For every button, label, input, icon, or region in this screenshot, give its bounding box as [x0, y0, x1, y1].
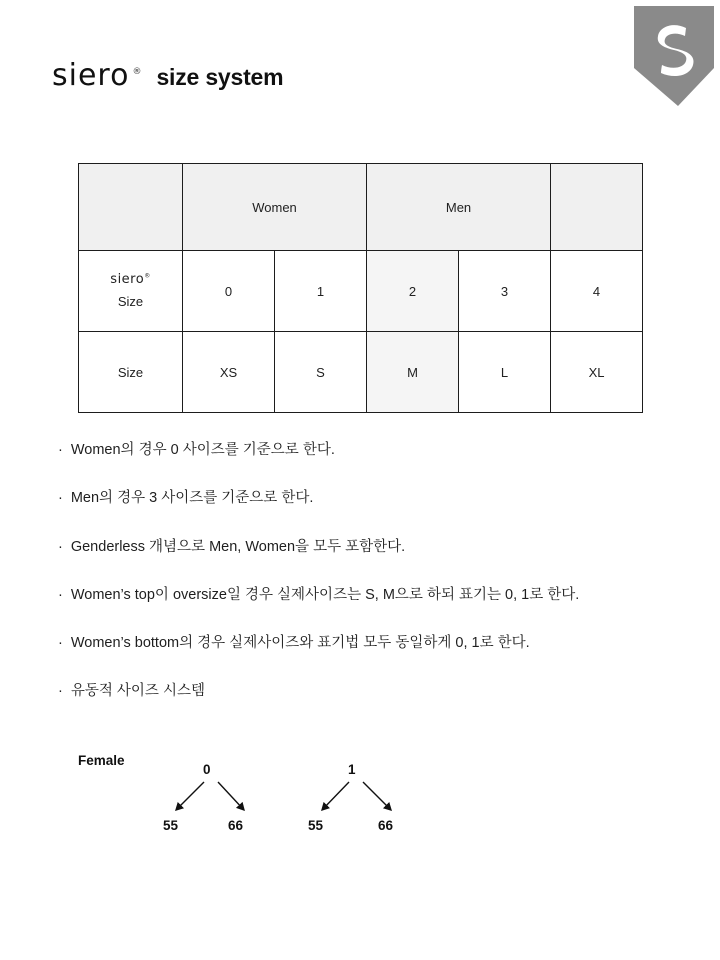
siero-s-logo-icon [628, 6, 714, 106]
note-text: 유동적 사이즈 시스템 [70, 683, 205, 700]
cell-siero-size-3: 3 [459, 251, 551, 332]
cell-row-label-siero-size [79, 251, 183, 332]
diagram-node-right-child-1: 55 [308, 818, 324, 833]
cell-siero-size-1: 1 [275, 251, 367, 332]
size-branch-diagram [78, 748, 478, 858]
diagram-arrows [78, 748, 478, 858]
note-text: Women’s bottom의 경우 실제사이즈와 표기법 모두 동일하게 0, 1로 한다. [70, 635, 530, 652]
cell-size-s: S [275, 332, 367, 413]
list-item [58, 585, 678, 605]
cell-size-xs: XS [183, 332, 275, 413]
cell-group-spacer [551, 164, 643, 251]
diagram-node-left-child-1: 55 [163, 818, 179, 833]
row-label-brand: siero® [110, 271, 151, 287]
note-text: Men의 경우 3 사이즈를 기준으로 한다. [70, 490, 314, 507]
cell-siero-size-0: 0 [183, 251, 275, 332]
bullet-icon: · [58, 683, 63, 700]
list-item [58, 488, 678, 508]
bullet-icon: · [58, 442, 63, 458]
diagram-label-female: Female [78, 753, 125, 768]
bullet-icon: · [58, 635, 63, 652]
diagram-node-right-child-2: 66 [378, 818, 394, 833]
bullet-icon: · [58, 586, 63, 603]
cell-size-xl: XL [551, 332, 643, 413]
table-row-group-headers [79, 164, 643, 251]
registered-mark: ® [132, 67, 143, 77]
row-label-sub: Size [117, 294, 144, 309]
list-item [58, 633, 678, 653]
cell-size-l: L [459, 332, 551, 413]
bullet-icon: · [58, 538, 63, 555]
bullet-icon: · [58, 490, 63, 507]
notes-list [58, 440, 678, 730]
note-text: Women의 경우 0 사이즈를 기준으로 한다. [70, 442, 335, 458]
list-item [58, 440, 678, 460]
page-title: size system [156, 64, 284, 90]
table-row-size [79, 332, 643, 413]
cell-size-m: M [367, 332, 459, 413]
cell-siero-size-2: 2 [367, 251, 459, 332]
cell-blank [79, 164, 183, 251]
cell-siero-size-4: 4 [551, 251, 643, 332]
diagram-node-right-parent: 1 [348, 762, 356, 777]
list-item [58, 537, 678, 557]
cell-group-men: Men [367, 164, 551, 251]
note-text: Genderless 개념으로 Men, Women을 모두 포함한다. [70, 538, 406, 555]
cell-group-women: Women [183, 164, 367, 251]
cell-row-label-size: Size [79, 332, 183, 413]
list-item [58, 681, 678, 701]
note-text: Women’s top이 oversize일 경우 실제사이즈는 S, M으로 하되 표기는 0, 1로 한다. [70, 586, 580, 603]
diagram-node-left-parent: 0 [203, 762, 211, 777]
brand-name: siero [52, 58, 130, 93]
size-system-table [78, 163, 643, 413]
table-row-siero-size [79, 251, 643, 332]
page-header [52, 58, 283, 93]
diagram-node-left-child-2: 66 [228, 818, 244, 833]
brand-wordmark [52, 58, 142, 93]
